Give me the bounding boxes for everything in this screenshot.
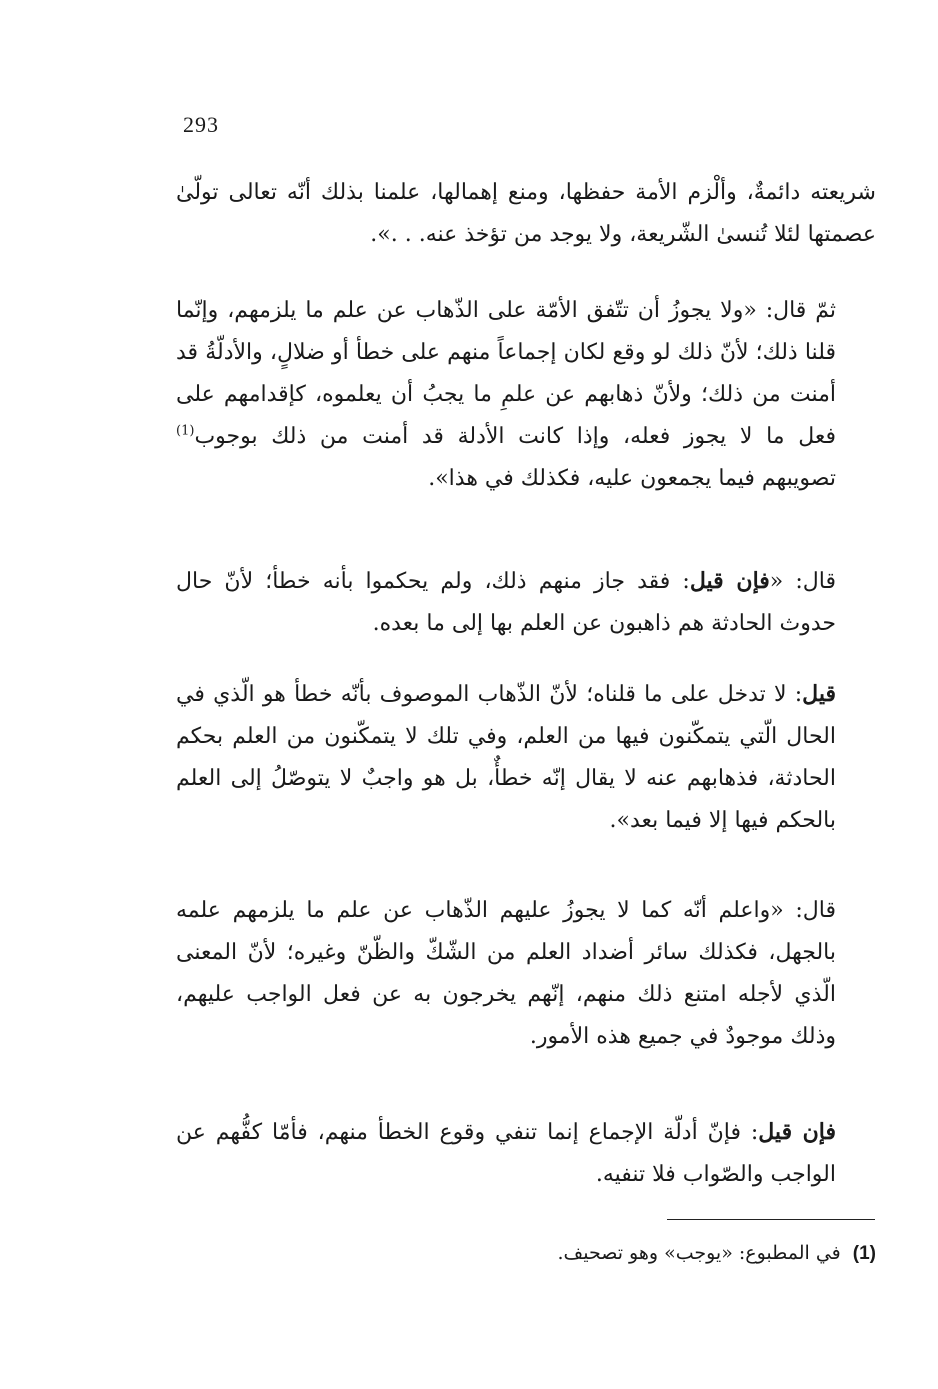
paragraph-1-text: شريعته دائمةٌ، وألْزم الأمة حفظها، ومنع إهمالها، علمنا بذلك أنّه تعالى تولّىٰ عصمتها لئلا تُنسىٰ الشّريعة، ولا يوجد من تؤخذ عنه. . .». [176,180,876,247]
footnote-separator [667,1219,875,1220]
paragraph-5 [176,890,876,1058]
paragraph-3-bold-term: فإن قيل [689,568,770,594]
paragraph-1 [176,172,876,256]
paragraph-3-rest: : فقد جاز منهم ذلك، ولم يحكموا بأنه خطأ؛ لأنّ حال حدوث الحادثة هم ذاهبون عن العلم بها إلى ما بعده. [176,569,836,636]
paragraph-4-bold-term: قيل [802,681,836,707]
paragraph-3 [176,560,876,645]
paragraph-2 [176,290,876,500]
footnote-number: (1) [852,1243,876,1264]
footnote-text: في المطبوع: «يوجب» وهو تصحيف. [557,1242,841,1264]
paragraph-2-text-a: ثمّ قال: «ولا يجوزُ أن تتّفق الأمّة على الذّهاب عن علم ما يلزمهم، وإنّما قلنا ذلك؛ لأنّ ذلك لو وقع لكان إجماعاً منهم على خطأ أو ضلالٍ، والأدلّةُ قد أمنت من ذلك؛ ولأنّ ذهابهم عن علمِ ما يجبُ أن يعلموه، كإقدامهم على فعل ما لا يجوز فعله، وإذا كانت الأدلة قد أمنت من ذلك بوجوب [176,298,836,449]
paragraph-4-rest: : لا تدخل على ما قلناه؛ لأنّ الذّهاب الموصوف بأنّه خطأ هو الّذي في الحال الّتي يتمكّنون فيها من العلم، وفي تلك لا يتمكّنون من العلم بحكم الحادثة، فذهابهم عنه لا يقال إنّه خطأٌ، بل هو واجبٌ لا يتوصّلُ إلى العلم بالحكم فيها إلا فيما بعد». [176,682,836,833]
paragraph-6-text [176,1111,876,1196]
paragraph-4-text [176,673,876,842]
paragraph-4 [176,673,876,842]
footnote-reference[interactable]: (1) [176,423,195,439]
paragraph-6-rest: : فإنّ أدلّة الإجماع إنما تنفي وقوع الخطأ منهم، فأمّا كفُّهم عن الواجب والصّواب فلا تنفيه. [176,1120,836,1187]
paragraph-2-text [176,290,876,500]
paragraph-3-text [176,560,876,645]
paragraph-5-text: قال: «واعلم أنّه كما لا يجوزُ عليهم الذّهاب عن علم ما يلزمهم علمه بالجهل، فكذلك سائر أضداد العلم من الشّكّ والظّنّ وغيره؛ لأنّ المعنى الّذي لأجله امتنع ذلك منهم، إنّهم يخرجون به عن فعل الواجب عليهم، وذلك موجودٌ في جميع هذه الأمور. [176,898,836,1049]
paragraph-2-text-b: تصويبهم فيما يجمعون عليه، فكذلك في هذا». [428,466,836,491]
footnote [300,1236,876,1271]
page-number: 293 [183,112,219,137]
paragraph-6-bold-term: فإن قيل [758,1119,837,1145]
paragraph-6 [176,1111,876,1196]
paragraph-3-prefix: قال: « [769,569,836,594]
